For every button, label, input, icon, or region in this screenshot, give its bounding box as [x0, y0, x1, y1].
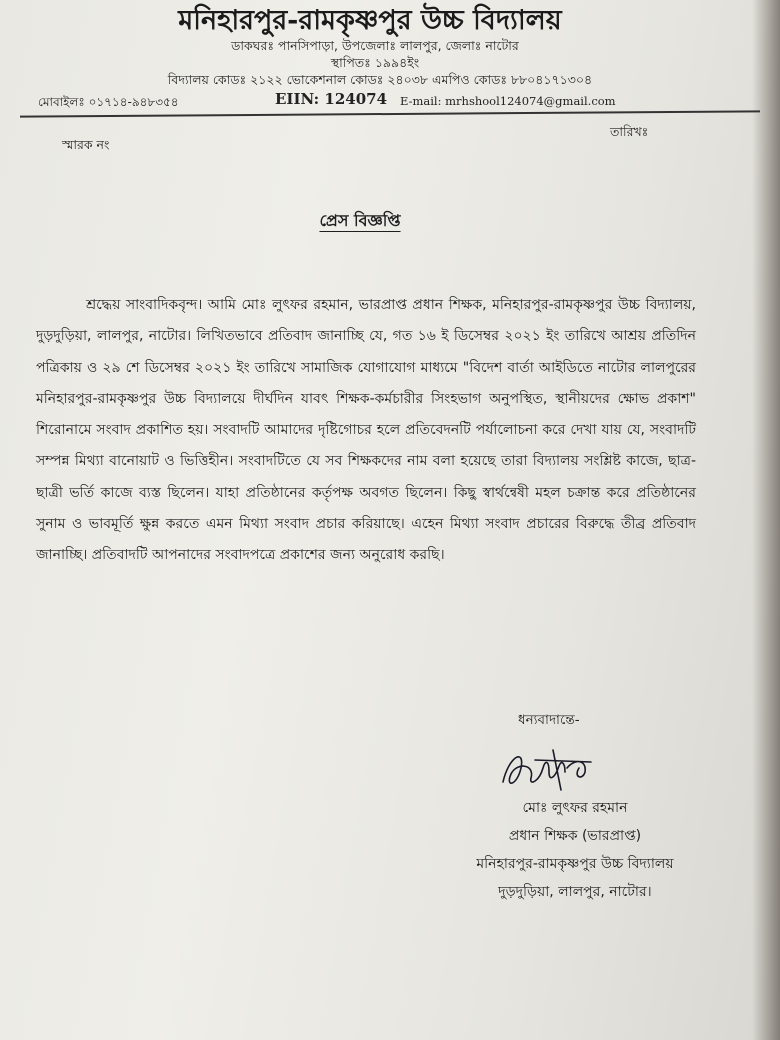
letterhead: [0, 0, 780, 125]
school-codes: বিদ্যালয় কোডঃ ২১২২ ভোকেশনাল কোডঃ ২৪০৩৮ এমপিও কোডঃ ৮৮০৪১৭১৩০৪: [167, 72, 593, 87]
established-year: স্থাপিতঃ ১৯৯৪ইং: [330, 55, 420, 70]
school-name: মনিহারপুর-রামকৃষ্ণপুর উচ্চ বিদ্যালয়: [178, 5, 562, 36]
body-paragraph: শ্রদ্ধেয় সাংবাদিকবৃন্দ। আমি মোঃ লুৎফর রহমান, ভারপ্রাপ্ত প্রধান শিক্ষক, মনিহারপুর-রামকৃষ্ণপুর উচ্চ বিদ্যালয়, দুড়দুড়িয়া, লালপুর, নাটোর। লিখিতভাবে প্রতিবাদ জানাচ্ছি যে, গত ১৬ ই ডিসেম্বর ২০২১ ইং তারিখে আশ্রয় প্রতিদিন পত্রিকায় ও ২৯ শে ডিসেম্বর ২০২১ ইং তারিখে সামাজিক যোগাযোগ মাধ্যমে "বিদেশ বার্তা আইডিতে নাটোর লালপুরের মনিহারপুর-রামকৃষ্ণপুর উচ্চ বিদ্যালয়ে দীর্ঘদিন যাবৎ শিক্ষক-কর্মচারীর সিংহভাগ অনুপস্থিত, স্থানীয়দের ক্ষোভ প্রকাশ" শিরোনামে সংবাদ প্রকাশিত হয়। সংবাদটি আমাদের দৃষ্টিগোচর হলে প্রতিবেদনটি পর্যালোচনা করে দেখা যায় যে, সংবাদটি সম্পন্ন মিথ্যা বানোয়াট ও ভিত্তিহীন। সংবাদটিতে যে সব শিক্ষকদের নাম বলা হয়েছে তারা বিদ্যালয় সংশ্লিষ্ট কাজে, ছাত্র-ছাত্রী ভর্তি কাজে ব্যস্ত ছিলেন। যাহা প্রতিষ্ঠানের কর্তৃপক্ষ অবগত ছিলেন। কিছু স্বার্থন্বেষী মহল চক্রান্ত করে প্রতিষ্ঠানের সুনাম ও ভাবমূর্তি ক্ষুন্ন করতে এমন মিথ্যা সংবাদ প্রচার করিয়াছে। এহেন মিথ্যা সংবাদ প্রচারের বিরুদ্ধে তীব্র প্রতিবাদ জানাচ্ছি। প্রতিবাদটি আপনাদের সংবাদপত্রে প্রকাশের জন্য অনুরোধ করছি।: [36, 297, 696, 564]
closing-text: ধন্যবাদান্তে-: [518, 712, 580, 728]
page-edge-shadow: [752, 0, 780, 1040]
date-label: তারিখঃ: [610, 124, 649, 139]
signature-image: [495, 738, 605, 800]
memo-number-label: স্মারক নং: [62, 137, 110, 152]
press-release-heading: প্রেস বিজ্ঞপ্তি: [319, 211, 401, 230]
email-address: E-mail: mrhshool124074@gmail.com: [400, 94, 616, 108]
signatory-school: মনিহারপুর-রামকৃষ্ণপুর উচ্চ বিদ্যালয়: [476, 856, 674, 872]
document-title: [0, 208, 720, 235]
contact-row: [20, 92, 760, 112]
signatory-block: [430, 794, 720, 906]
mobile-number: মোবাইলঃ ০১৭১৪-৯৪৮৩৫৪: [38, 95, 179, 109]
signatory-designation: প্রধান শিক্ষক (ভারপ্রাপ্ত): [508, 828, 642, 844]
signatory-place: দুড়দুড়িয়া, লালপুর, নাটোর।: [498, 884, 652, 900]
school-address: ডাকঘরঃ পানসিপাড়া, উপজেলাঃ লালপুর, জেলাঃ নাটোর: [231, 38, 519, 53]
signatory-name: মোঃ লুৎফর রহমান: [522, 800, 628, 816]
eiin-number: EIIN: 124074: [275, 90, 388, 108]
